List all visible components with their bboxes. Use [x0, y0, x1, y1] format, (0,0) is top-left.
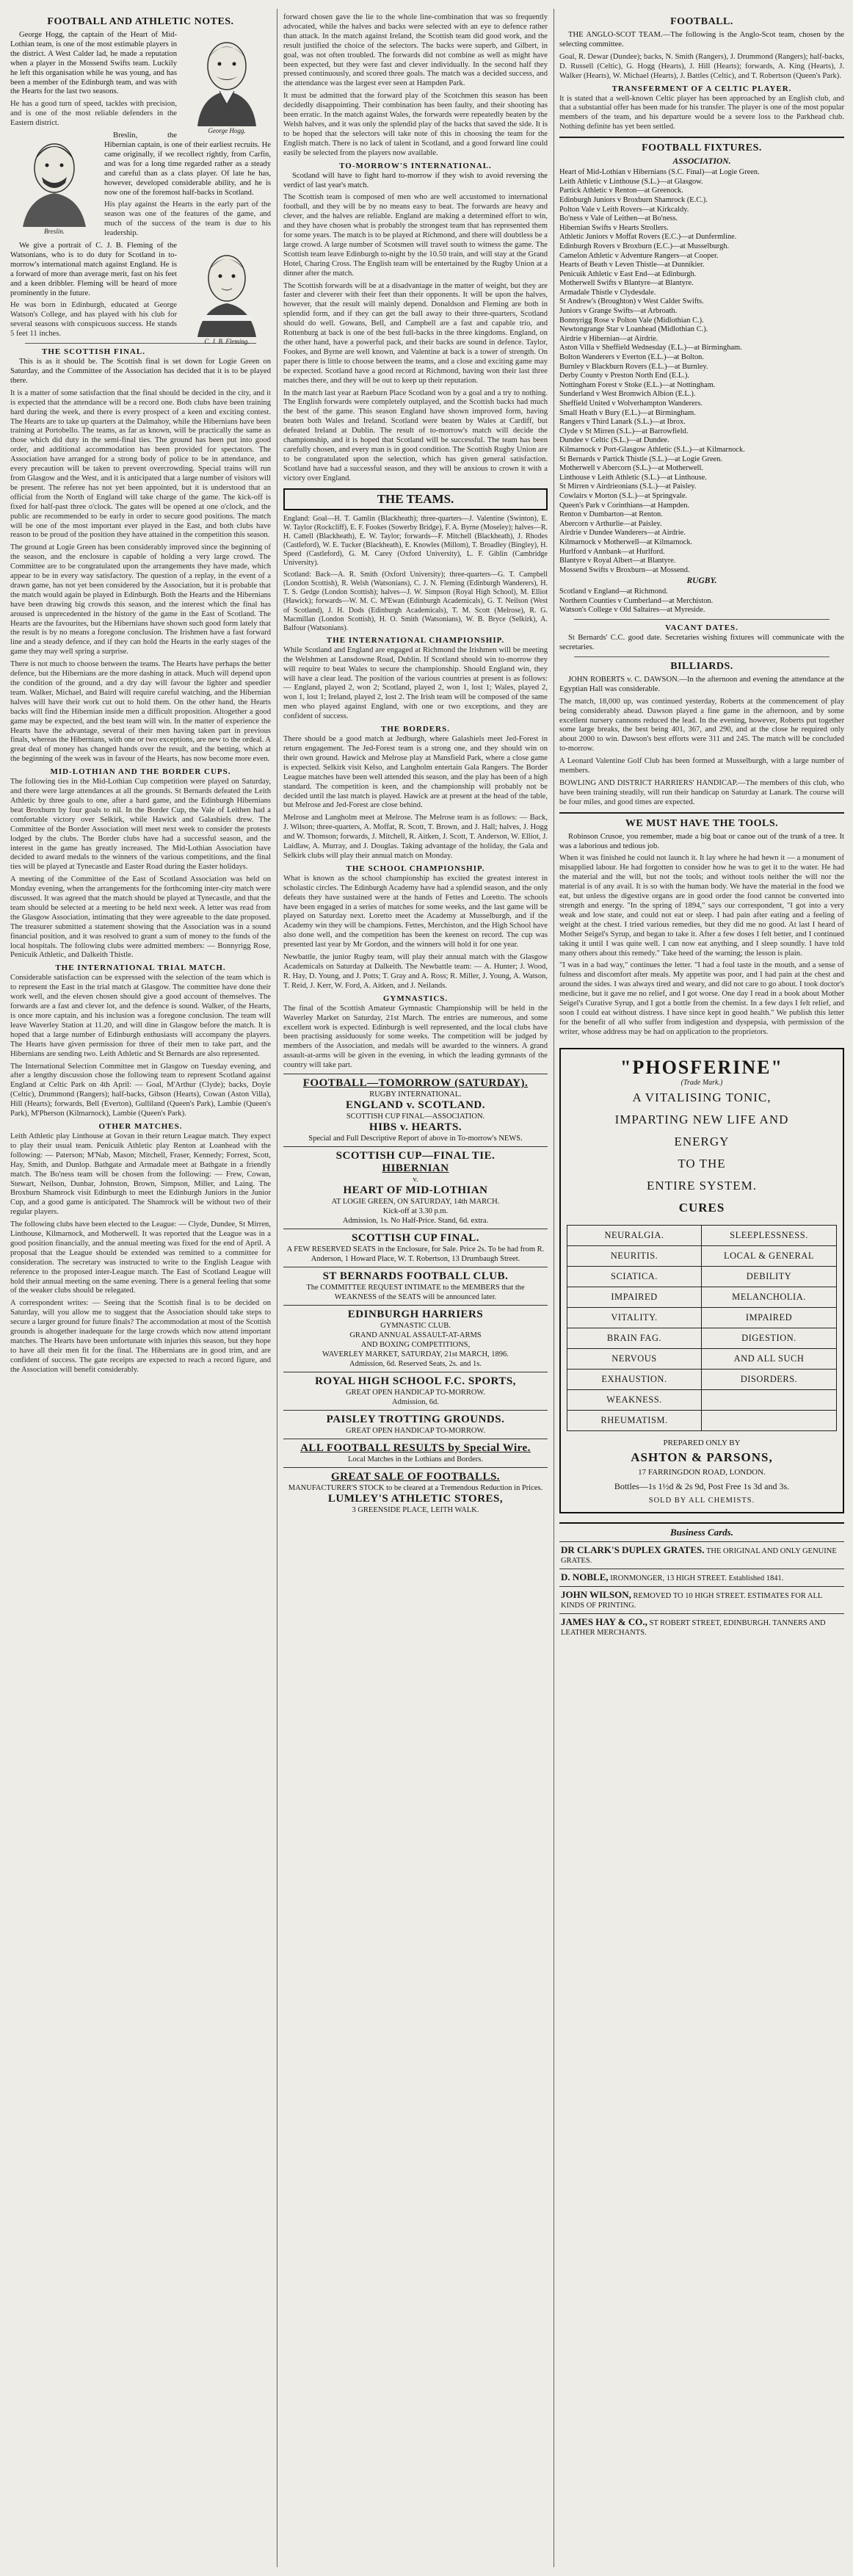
- filler-text: A Leonard Valentine Golf Club has been formed at Musselburgh, with a large number of members.: [559, 757, 844, 775]
- ad-line: GREAT OPEN HANDICAP TO-MORROW.: [346, 1427, 485, 1436]
- ad-line: WAVERLEY MARKET, SATURDAY, 21st MARCH, 1896.: [322, 1350, 509, 1359]
- fixture-item: Sheffield United v Wolverhampton Wanderers.: [559, 399, 703, 408]
- ad-line: 3 GREENSIDE PLACE, LEITH WALK.: [352, 1506, 479, 1515]
- ad-line: AT LOGIE GREEN, ON SATURDAY, 14th MARCH.: [331, 1198, 500, 1206]
- portrait-icon: [14, 131, 95, 227]
- ad-line: GREAT OPEN HANDICAP TO-MORROW.: [346, 1389, 485, 1397]
- filler-text: The International Selection Committee met in Glasgow on Tuesday evening, and after a lengthy discussion chose the following team to represent Scotland against England at Celtic Park on 4th April: — Goal, M'Arthur (Clyde); backs, Doyle (Celtic), Drummond (Rangers); half-backs, Gibson (Hearts), Cowan (Aston Villa), Hill (Hearts); forwards, Bell (Everton), Gulliland (Queen's Park), Lambie (Queen's Park), M'Pherson (Kilmarnock), Lambie (Queen's Park).: [10, 1062, 271, 1118]
- filler-text: It is a matter of some satisfaction that the final should be decided in the city, and it is expected that the attendance will be a record one. Both clubs have been training hard during the week, and there is every prospect of a keen and exciting contest. The Hearts are to take up quarters at the Dalmahoy, while the Hibernians have been training at Portobello. The teams, as far as known, will be practically the same as those which did duty in the semi-final ties. The ground has been put into good order, and additional accommodation has been provided for spectators. The Association have arranged for a strong body of police to be in attendance, and every precaution will be taken to prevent overcrowding. Special trains will run from Glasgow and the West, and it is anticipated that a large number of visitors will be present. The referee has not yet been appointed, but it is understood that an official from the North of England will take charge of the game. The kick-off is fixed for half-past three o'clock. The gates will be opened at one o'clock, and the public are recommended to be early in order to secure good positions. The match will be one of the most important ever played in the East, and both clubs have reason to be proud of the position they have attained in the competition this season.: [10, 388, 271, 540]
- condition-item: SCIATICA.: [567, 1267, 702, 1287]
- fixture-item: Juniors v Grange Swifts—at Arbroath.: [559, 307, 678, 316]
- conditions-grid: [567, 1225, 837, 1431]
- filler-text: The match, 18,000 up, was continued yesterday, Roberts at the commencement of play being considerably ahead. Dawson played a fine game in the afternoon, and by some excellent nursery cannons reduced the lead. In the evening, however, Roberts put together some large breaks, the best being 401, 367, and 290, and at the close he required only about 2000 to win. Dawson's best efforts were 311 and 245. The match will be concluded to-morrow.: [559, 697, 844, 753]
- article-paragraph: THE ANGLO-SCOT TEAM.—The following is the Anglo-Scot team, chosen by the selecting committee.: [559, 31, 844, 48]
- ad-line: Admission, 6d. Reserved Seats, 2s. and 1s.: [349, 1360, 482, 1369]
- ad-cures: CURES: [678, 1200, 725, 1215]
- fixtures-subheading: ASSOCIATION.: [672, 157, 731, 167]
- condition-item: MELANCHOLIA.: [702, 1287, 836, 1308]
- ad-line: Special and Full Descriptive Report of above in To-morrow's NEWS.: [308, 1135, 523, 1143]
- fixture-item: Renton v Dumbarton—at Renton.: [559, 510, 663, 519]
- fixture-item: Queen's Park v Corinthians—at Hampden.: [559, 501, 690, 510]
- fixture-item: Bolton Wanderers v Everton (E.L.)—at Bolton.: [559, 353, 704, 362]
- ad-sold: SOLD BY ALL CHEMISTS.: [648, 1496, 755, 1505]
- fixture-item: Armadale Thistle v Clydesdale.: [559, 288, 656, 297]
- filler-text: When it was finished he could not launch it. It lay where he had hewn it — a monument of misapplied labour. He had forgotten to consider how he was to get it to the water. He had the material and the will, but not the tools; and without tools neither the will nor the material is of any avail. It is so with the human body. We have the material in the food we eat, but unless the digestive organs are in good order the food cannot be converted into strength and energy. "In the spring of 1894," says our correspondent, "I got into a very weak and low state, and could not eat or sleep. I had pain after eating and a feeling of weight at the chest. I tried various remedies, but they did me no good. At last I heard of Mother Seigel's Syrup, and began to take it. After a few doses I felt better, and I continued taking it until I was quite well. I can now eat anything, and I sleep soundly. I have told many others about this remedy." Take heed of the warning; the lesson is plain.: [559, 854, 844, 958]
- ad-line: The COMMITTEE REQUEST INTIMATE to the MEMBERS that the WEAKNESS of the SEATS will be announced later.: [306, 1284, 525, 1302]
- fixture-item: Mossend Swifts v Broxburn—at Mossend.: [559, 565, 690, 574]
- business-text: REMOVED TO 10 HIGH STREET. ESTIMATES FOR ALL KINDS OF PRINTING.: [561, 1591, 822, 1610]
- filler-text: What is known as the school championship has excited the greatest interest in scholastic circles. The Edinburgh Academy have had a splendid season, and the only defeats they have sustained were at the hands of Fettes and Loretto. The schools have been engaged in a series of matches for some weeks, and the last game will be played on Saturday next. Loretto meet the Academy at Musselburgh, and if the Academy win they will be champions. Fettes, Merchiston, and the High School have also done well, and the competition has been the keenest on record. The cup was presented last year by Mr Gordon, and the winners will hold it for one year.: [283, 874, 548, 949]
- filler-text: The Scottish team is composed of men who are well accustomed to international football, and they will be by no means easy to beat. The forwards are heavy and clever, and the halves are reliable. England are making a determined effort to win, and they have chosen what is probably the strongest team that has represented them for some years. The match is to be played at Richmond, and there will doubtless be a large crowd. A large number of Scotsmen will travel south to witness the game. The Scottish team leave Edinburgh to-night by the 10.50 train, and will stay at the Grand Hotel, Charing Cross. The English team will be entertained by the Rugby Union at a dinner after the match.: [283, 193, 548, 278]
- ad-title: EDINBURGH HARRIERS: [347, 1309, 484, 1321]
- business-text: IRONMONGER, 13 HIGH STREET. Established 1841.: [608, 1574, 784, 1582]
- ad-tagline: IMPARTING NEW LIFE AND: [614, 1112, 789, 1126]
- ad-tagline: ENTIRE SYSTEM.: [647, 1178, 757, 1193]
- section-heading: TO-MORROW'S INTERNATIONAL.: [339, 161, 492, 170]
- filler-text: In the match last year at Raeburn Place Scotland won by a goal and a try to nothing. The English forwards were completely outplayed, and the Scottish backs had much the best of the game. This season England have shown improved form, having beaten both Wales and Ireland. Scotland were beaten by Wales at Cardiff, but defeated Ireland at Dublin. The result of to-morrow's match will decide the championship, and it is hoped that Scotland will be successful. The team has been carefully chosen, and every man is in good condition. The Scottish Rugby Union are to be congratulated upon the selection, which has given general satisfaction. Scotland have had a successful season, and they will be anxious to crown it with a victory over England.: [283, 388, 548, 482]
- intro-paragraph: Breslin, the Hibernian captain, is one of their earliest recruits. He came originally, if we recollect rightly, from Carfin, and was for a long time regarded rather as a steady and careful than as a class player. Of late he has, however, developed considerable ability, and he is now one of the foremost half-backs in Scotland.: [104, 131, 271, 197]
- fixture-item: Aston Villa v Sheffield Wednesday (E.L.)—at Birmingham.: [559, 344, 742, 352]
- ad-tagline: TO THE: [678, 1156, 726, 1171]
- ad-scottish-cup: [283, 1229, 548, 1267]
- ad-title: SCOTTISH CUP—FINAL TIE.: [335, 1150, 496, 1162]
- fixture-item: Small Heath v Bury (E.L.)—at Birmingham.: [559, 408, 696, 417]
- filler-text: While Scotland and England are engaged at Richmond the Irishmen will be meeting the Welshmen at Lansdowne Road, Dublin. If Scotland should win to-morrow they will require to beat Wales to secure the championship. Should England win, they will have a clear lead. The position of the various countries at present is as follows: — England, played 2, won 2; Scotland, played 2, won 1, lost 1; Wales, played 2, won 1, lost 1; Ireland, played 2, lost 2. The Irish team will be composed of the same men who played against England, with one or two exceptions, and they are confident of success.: [283, 645, 548, 721]
- ad-title: GREAT SALE OF FOOTBALLS.: [330, 1471, 501, 1483]
- fixture-item: Polton Vale v Leith Rovers—at Kirkcaldy.: [559, 205, 689, 214]
- column-left: [10, 13, 271, 2563]
- fixture-item: Watson's College v Old Saltaires—at Myreside.: [559, 606, 705, 615]
- filler-text: His play against the Hearts in the early part of the season was one of the features of the game, and much of the success of the team is due to his leadership.: [104, 200, 271, 238]
- column-headline: FOOTBALL AND ATHLETIC NOTES.: [47, 16, 234, 27]
- phosferine-advert: [559, 1048, 844, 1513]
- fixture-item: Kilmarnock v Port-Glasgow Athletic (S.L.)—at Kilmarnock.: [559, 445, 745, 454]
- condition-item: EXHAUSTION.: [567, 1370, 702, 1390]
- condition-item: DEBILITY: [702, 1267, 836, 1287]
- article-paragraph: St Bernards' C.C. good date. Secretaries wishing fixtures will communicate with the secretaries.: [559, 634, 844, 651]
- ad-title: SCOTTISH CUP FINAL.: [351, 1232, 480, 1245]
- filler-text: It is stated that a well-known Celtic player has been approached by an English club, and that a substantial offer has been made for his transfer. The player is one of the most popular members of the team, and his departure would be a severe loss to the Parkhead club. Nothing definite has yet been settled.: [559, 94, 844, 131]
- portrait-fleming: [183, 242, 271, 345]
- ad-st-bernards: [283, 1267, 548, 1305]
- business-name: DR CLARK'S DUPLEX GRATES.: [561, 1544, 705, 1555]
- ad-line: GYMNASTIC CLUB.: [380, 1322, 451, 1331]
- ad-line: MANUFACTURER'S STOCK to be cleared at a Tremendous Reduction in Prices.: [288, 1484, 543, 1493]
- ad-harriers: [283, 1305, 548, 1372]
- fixture-item: Leith Athletic v Linthouse (S.L.)—at Glasgow.: [559, 177, 703, 186]
- column-right: [559, 13, 844, 2563]
- fixture-item: Airdrie v Hibernian—at Airdrie.: [559, 334, 658, 343]
- fixture-item: Kilmarnock v Motherwell—at Kilmarnock.: [559, 538, 693, 546]
- filler-text: The final of the Scottish Amateur Gymnastic Championship will be held in the Waverley Market on Saturday, 21st March. The entries are numerous, and some excellent work is expected. Edinburgh is well represented, and the local clubs have been practising assiduously for some weeks. The competition will be judged by members of the Association, and medals will be awarded to the winners. A grand assault-at-arms will be given in the evening, in which the leading gymnasts of the country will take part.: [283, 1004, 548, 1070]
- business-text: ST ROBERT STREET, EDINBURGH. TANNERS AND LEATHER MERCHANTS.: [561, 1618, 826, 1637]
- condition-item: BRAIN FAG.: [567, 1328, 702, 1349]
- condition-item: IMPAIRED: [567, 1287, 702, 1308]
- filler-text: Goal, R. Dewar (Dundee); backs, N. Smith (Rangers), J. Drummond (Rangers); half-backs, D. Russell (Celtic), G. Hogg (Hearts), J. Hill (Hearts); forwards, A. King (Hearts), J. Walker (Hearts), W. Michael (Hearts), J. Battles (Celtic), and T. Robertson (Queen's Park).: [559, 52, 844, 80]
- fixture-item: Cowlairs v Morton (S.L.)—at Springvale.: [559, 491, 688, 500]
- ad-line: RUGBY INTERNATIONAL.: [369, 1090, 462, 1099]
- section-heading: MID-LOTHIAN AND THE BORDER CUPS.: [50, 767, 231, 777]
- ad-title: FOOTBALL—TOMORROW (SATURDAY).: [302, 1077, 529, 1090]
- rugby-fixtures-list: [559, 587, 844, 615]
- fixture-item: Hibernian Swifts v Hearts Strollers.: [559, 223, 669, 232]
- article-paragraph: Scotland will have to fight hard to-morrow if they wish to avoid reversing the verdict of last year's match.: [283, 171, 548, 189]
- divider: [559, 812, 844, 814]
- filler-text: Considerable satisfaction can be expressed with the selection of the team which is to represent the East in the trial match at Glasgow. The committee have done their work well, and the eleven chosen should give a good account of themselves. The forwards are a fast and clever lot, and the defence is sound. Walker, of the Hearts, is once more captain, and his inclusion was a foregone conclusion. The team will leave Waverley Station at 11.20, and will dine in Glasgow before the match. It is hoped that a large number of Edinburgh enthusiasts will accompany the players. The Hearts have given permission for three of their men to take part, and the Hibernians are sending two. Leith Athletic and St Bernards are also represented.: [10, 974, 271, 1058]
- fixture-item: Airdrie v Dundee Wanderers—at Airdrie.: [559, 529, 686, 538]
- ad-tagline: ENERGY: [674, 1134, 730, 1148]
- fixture-item: Northern Counties v Cumberland—at Merchiston.: [559, 596, 714, 605]
- business-name: D. NOBLE,: [561, 1571, 609, 1582]
- filler-text: The following clubs have been elected to the League: — Clyde, Dundee, St Mirren, Linthouse, Kilmarnock, and Motherwell. It was reported that the League was in a good position financially, and the annual meeting was fixed for the end of April. A proposal that the League should be extended was remitted to a committee for consideration. The secretary was instructed to write to the English League with reference to the proposed inter-League match. The East of Scotland League will hold their annual meeting on the same evening. There is a general feeling that some of the weaker clubs should be relegated.: [10, 1220, 271, 1295]
- ad-results: [283, 1439, 548, 1467]
- column-rule: [553, 9, 554, 2567]
- intro-paragraph: We give a portrait of C. J. B. Fleming of the Watsonians, who is to do duty for Scotland in to-morrow's international match against England. He is a forward of more than average merit, fast on his feet and a keen dribbler. Fleming will be heard of more prominently in the future.: [10, 242, 177, 297]
- fixture-item: Newtongrange Star v Loanhead (Midlothian C.).: [559, 325, 708, 334]
- ad-paisley: [283, 1410, 548, 1439]
- section-heading: WE MUST HAVE THE TOOLS.: [625, 817, 779, 829]
- business-card: [559, 1569, 844, 1586]
- condition-item: NERVOUS: [567, 1349, 702, 1370]
- ad-line: GRAND ANNUAL ASSAULT-AT-ARMS: [349, 1331, 482, 1340]
- fixture-item: Bo'ness v Vale of Leithen—at Bo'ness.: [559, 214, 678, 223]
- fixture-item: Derby County v Preston North End (E.L.).: [559, 372, 689, 380]
- ad-title: PAISLEY TROTTING GROUNDS.: [326, 1414, 505, 1426]
- team-list-heading: THE TEAMS.: [283, 488, 548, 510]
- business-name: JOHN WILSON,: [561, 1588, 631, 1600]
- fixture-item: Rangers v Third Lanark (S.L.)—at Ibrox.: [559, 418, 686, 427]
- ad-line: AND BOXING COMPETITIONS,: [360, 1341, 471, 1350]
- ad-high-school: [283, 1372, 548, 1410]
- business-cards: [559, 1522, 844, 1640]
- ad-sale: [283, 1467, 548, 1518]
- ad-price: Bottles—1s 1½d & 2s 9d, Post Free 1s 3d and 3s.: [614, 1480, 790, 1491]
- fixture-item: St Andrew's (Broughton) v West Calder Swifts.: [559, 297, 704, 306]
- business-card: [559, 1613, 844, 1640]
- ad-cup-final: [283, 1146, 548, 1229]
- ad-line: HIBERNIAN: [382, 1162, 449, 1175]
- filler-text: He was born in Edinburgh, educated at George Watson's College, and has played with his club for several seasons with conspicuous success. He stands 5 feet 11 inches.: [10, 301, 177, 339]
- fixture-item: Hurlford v Annbank—at Hurlford.: [559, 547, 665, 556]
- filler-text: Scotland: Back—A. R. Smith (Oxford University); three-quarters—G. T. Campbell (London Scottish), R. Welsh (Watsonians), C. J. N. Fleming (Edinburgh Wanderers), H. T. S. Gedge (London Scottish); halves—J. W. Simpson (Royal High School), M. Elliot (Hawick); forwards—W. M. C. M'Ewan (Edinburgh Academicals), G. T. Neilson (West of Scotland), J. H. Dods (Edinburgh Academicals), T. M. Scott (Melrose), R. G. Macmillan (London Scottish), H. O. Smith (Watsonians), W. B. Bryce (Selkirk), A. Balfour (Watsonians).: [283, 571, 548, 632]
- fixture-item: St Mirren v Airdrieonians (S.L.)—at Paisley.: [559, 482, 697, 491]
- ad-address: 17 FARRINGDON ROAD, LONDON.: [638, 1467, 766, 1477]
- business-card: [559, 1541, 844, 1569]
- condition-item: VITALITY.: [567, 1308, 702, 1328]
- condition-item: WEAKNESS.: [567, 1390, 702, 1411]
- ad-tagline: A VITALISING TONIC,: [632, 1090, 772, 1104]
- filler-text: The ground at Logie Green has been considerably improved since the beginning of the season, and the enclosure is capable of holding a very large crowd. The Committee are to be congratulated upon the arrangements they have made, which appear to be in every way satisfactory. The question of a replay, in the event of a drawn game, has not yet been considered by the Association, but it is probable that the match would again be played in Edinburgh. Both the Hearts and the Hibernians have been drawing big crowds this season, and the interest which the final has aroused is unprecedented in the history of the game in the East of Scotland. The Hearts are the favourites, but the Hibernians have shown such good form lately that the result is by no means a foregone conclusion. The Irishmen have a fast forward line and a steady defence, and if they can hold the Hearts in the early stages of the game they may well spring a surprise.: [10, 543, 271, 656]
- fixture-item: Hearts of Beath v Leven Thistle—at Dunnikier.: [559, 261, 705, 269]
- portrait-hogg: [183, 31, 271, 134]
- condition-item: [702, 1390, 836, 1411]
- fixture-item: Bonnyrigg Rose v Polton Vale (Midlothian C.).: [559, 316, 704, 325]
- condition-item: [702, 1411, 836, 1430]
- ad-title: ST BERNARDS FOOTBALL CLUB.: [322, 1270, 509, 1283]
- ad-line: ENGLAND v. SCOTLAND.: [345, 1099, 486, 1112]
- fixture-item: Edinburgh Rovers v Broxburn (E.C.)—at Musselburgh.: [559, 242, 730, 250]
- filler-text: Leith Athletic play Linthouse at Govan in their return League match. They expect to play their usual team. Penicuik Athletic play Renton at Loanhead with the following: — Paterson; M'Nab, Mason; Mitchell, Fraser, Kennedy; Forrest, Scott, Hay, Smith, and Dunlop. Bathgate and Armadale meet at Bathgate in a friendly match. The Bo'ness team will be chosen from the following: — Frew, Cowan, Stewart, Neilson, Dunbar, Johnston, Brown, Simpson, Miller, and Laing. The Broxburn Shamrock visit Edinburgh to meet the Edinburgh Juniors in the Junior Cup, and a good game is anticipated. The Shamrock will be without two of their regular players.: [10, 1132, 271, 1217]
- filler-text: forward chosen gave the lie to the whole line-combination that was so frequently advocated, while the halves and backs were selected with an eye to defence rather than attack. In the match against Ireland, the Scottish team did good work, and the result justified the choice of the selectors. The backs were superb, and Gilbert, in goal, was not often troubled. The forwards did not combine as well as might have been expected, but they were fast and clever individually. In the second half they pressed continuously, and scored three goals. The match was a decided success, and the attendance was the largest ever seen at Hampden Park.: [283, 13, 548, 88]
- fixture-item: St Bernards v Partick Thistle (S.L.)—at Logie Green.: [559, 455, 723, 463]
- fixture-item: Blantyre v Royal Albert—at Blantyre.: [559, 557, 676, 565]
- fixture-item: Clyde v St Mirren (S.L.)—at Barrowfield.: [559, 427, 689, 435]
- business-cards-heading: Business Cards.: [670, 1526, 733, 1538]
- section-heading: BILLIARDS.: [670, 660, 733, 672]
- filler-text: England: Goal—H. T. Gamlin (Blackheath); three-quarters—J. Valentine (Swinton), E. W. Taylor (Rockcliff), E. F. Fookes (Sowerby Bridge), F. A. Byrne (Moseley); halves—R. H. Cattell (Blackheath), E. W. Taylor; forwards—F. Mitchell (Blackheath), J. Rhodes (Castleford), W. E. Tucker (Blackheath), E. Knowles (Millom), T. Broadley (Bingley), H. Speed (Castleford), G. M. Carey (Oxford University), L. F. Giblin (Cambridge University).: [283, 514, 548, 568]
- portrait-caption: C. J. B. Fleming.: [204, 338, 250, 346]
- section-heading: TRANSFERMENT OF A CELTIC PLAYER.: [611, 84, 792, 93]
- fixture-item: Camelon Athletic v Adventure Rangers—at Cooper.: [559, 251, 719, 260]
- fixture-item: Motherwell Swifts v Blantyre—at Blantyre.: [559, 279, 694, 288]
- condition-item: NEURITIS.: [567, 1246, 702, 1267]
- fixture-item: Abercorn v Arthurlie—at Paisley.: [559, 519, 662, 528]
- condition-item: IMPAIRED: [702, 1308, 836, 1328]
- ad-line: Admission, 1s. No Half-Price. Stand, 6d. extra.: [342, 1217, 489, 1226]
- fixtures-heading: FOOTBALL FIXTURES.: [642, 142, 762, 154]
- condition-item: AND ALL SUCH: [702, 1349, 836, 1370]
- filler-text: Melrose and Langholm meet at Melrose. The Melrose team is as follows: — Back, J. Wilson; three-quarters, A. Moffat, R. Scott, T. Brown, and J. Hall; halves, J. Hogg and W. Thomson; forwards, J. Mitchell, R. Aitken, J. Scott, T. Anderson, W. Elliot, J. Laidlaw, A. Murray, and J. Douglas. Taking advantage of the holiday, the Gala and Selkirk clubs will play their annual match on Monday.: [283, 814, 548, 860]
- filler-text: A meeting of the Committee of the East of Scotland Association was held on Monday evening, when the arrangements for the forthcoming inter-city match were discussed. It was agreed that the match should be played at Tynecastle, and that the team should be selected at a meeting to be held next week. A letter was read from the Glasgow Association, intimating that they were agreeable to the date proposed. The treasurer submitted a statement showing that the Association was in a sound financial position, and it was resolved to grant a sum of money to the funds of the local hospitals. The following clubs were admitted members: — Bonnyrigg Rose, Penicuik Athletic, and Dalkeith Thistle.: [10, 875, 271, 960]
- portrait-breslin: [10, 131, 98, 235]
- ad-title: ROYAL HIGH SCHOOL F.C. SPORTS,: [315, 1375, 516, 1388]
- portrait-icon: [186, 242, 267, 337]
- fixture-item: Linthouse v Leith Athletic (S.L.)—at Linthouse.: [559, 473, 707, 482]
- article-paragraph: JOHN ROBERTS v. C. DAWSON.—In the afternoon and evening the attendance at the Egyptian Hall was considerable.: [559, 675, 844, 693]
- section-heading: GYMNASTICS.: [382, 994, 449, 1003]
- business-text: THE ORIGINAL AND ONLY GENUINE GRATES.: [561, 1546, 837, 1565]
- filler-text: There is not much to choose between the teams. The Hearts have perhaps the better defence, but the Hibernians are the more dashing in attack. Much will depend upon the condition of the ground, and a dry day will favour the lighter and speedier team. Walker, Michael, and Baird will require careful watching, and the Hibernian halves will have their work cut out to hold them. On the other hand, the Hearts backs will find the Hibernian inside men a difficult proposition. Altogether a good game may be expected, and the best team will win. In the matter of experience the Hearts have the advantage, several of their men having taken part in previous finals, whereas the Hibernians, with one or two exceptions, are new to the ordeal. A great deal of money has changed hands over the result, and the betting, which at the beginning of the week was in favour of the Hearts, has now become more even.: [10, 660, 271, 764]
- section-heading: THE SCOTTISH FINAL.: [42, 347, 145, 357]
- fixture-item: Burnley v Blackburn Rovers (E.L.)—at Burnley.: [559, 362, 708, 371]
- ad-line: Admission, 6d.: [392, 1398, 439, 1407]
- fixture-item: Penicuik Athletic v East End—at Edinburgh.: [559, 269, 697, 278]
- ad-trademark: (Trade Mark.): [680, 1078, 723, 1087]
- section-heading: THE INTERNATIONAL CHAMPIONSHIP.: [326, 635, 505, 645]
- ad-line: HEART OF MID-LOTHIAN: [343, 1184, 488, 1197]
- condition-item: DIGESTION.: [702, 1328, 836, 1349]
- section-heading: THE INTERNATIONAL TRIAL MATCH.: [55, 963, 226, 973]
- fixture-item: Edinburgh Juniors v Broxburn Shamrock (E.C.).: [559, 195, 708, 204]
- fixtures-subheading: RUGBY.: [686, 576, 717, 586]
- section-heading: VACANT DATES.: [665, 623, 738, 633]
- ad-line: Local Matches in the Lothians and Borders.: [348, 1455, 483, 1464]
- section-heading: THE BORDERS.: [381, 725, 450, 734]
- fixture-item: Heart of Mid-Lothian v Hibernians (S.C. Final)—at Logie Green.: [559, 168, 760, 177]
- filler-text: He has a good turn of speed, tackles with precision, and is one of the most reliable defenders in the Eastern district.: [10, 100, 177, 128]
- business-card: [559, 1586, 844, 1613]
- section-heading: OTHER MATCHES.: [98, 1121, 183, 1131]
- ad-title: "PHOSFERINE": [620, 1056, 783, 1078]
- section-heading: THE SCHOOL CHAMPIONSHIP.: [346, 864, 485, 873]
- cards-list: [559, 1541, 844, 1640]
- portrait-caption: George Hogg.: [208, 127, 246, 134]
- filler-text: Newbattle, the junior Rugby team, will play their annual match with the Glasgow Academicals on Saturday at Dalkeith. The Newbattle team: — A. Hunter; J. Wood, R. Hay, D. Young, and J. Potts; T. Gray and A. Ross; R. Miller, J. Young, A. Watson, T. Reid, J. Kerr, W. Ford, A. Aitken, and J. Neilands.: [283, 953, 548, 990]
- business-name: JAMES HAY & CO.,: [561, 1616, 647, 1627]
- ad-title: ALL FOOTBALL RESULTS by Special Wire.: [300, 1442, 531, 1455]
- ad-prepared-by: PREPARED ONLY BY: [663, 1438, 741, 1447]
- fixture-item: Motherwell v Abercorn (S.L.)—at Motherwell.: [559, 464, 703, 473]
- filler-text: There should be a good match at Jedburgh, where Galashiels meet Jed-Forest in return engagement. The Jed-Forest team is a strong one, and they should win on their own ground. Hawick and Melrose play at Mansfield Park, where a close game is expected. Selkirk visit Kelso, and Langholm entertain Gala Rangers. The Border League matches have been well attended this season, and the play has been of a high standard. The competition is keen, and the championship will probably not be decided until the last match is played. Hawick are at present at the head of the table, but Melrose and Jed-Forest are close behind.: [283, 735, 548, 810]
- ad-line: v.: [413, 1176, 418, 1184]
- condition-item: DISORDERS.: [702, 1370, 836, 1390]
- ad-line: Kick-off at 3.30 p.m.: [382, 1207, 449, 1216]
- fixture-item: Nottingham Forest v Stoke (E.L.)—at Nottingham.: [559, 380, 716, 389]
- article-paragraph: Robinson Crusoe, you remember, made a big boat or canoe out of the trunk of a tree. It was a laborious and tedious job.: [559, 832, 844, 850]
- article-paragraph: This is as it should be. The Scottish final is set down for Logie Green on Saturday, and the Committee of the Association has decided that it is to be played there.: [10, 358, 271, 385]
- ad-line: A FEW RESERVED SEATS in the Enclosure, for Sale. Price 2s. To be had from R. Anderson, 1 Howard Place, W. T. Robertson, 13 Drumbaugh Street.: [286, 1245, 545, 1264]
- filler-text: It must be admitted that the forward play of the Scotchmen this season has been decidedly disappointing. Their combination has been faulty, and their shooting has been erratic. In the match against Wales, the forwards were repeatedly beaten by the Welsh halves, and it was only the splendid play of the backs that saved the side. It is to be hoped that the selectors will take note of this in choosing the team for the English match. There is no lack of talent in Scotland, and a good forward line could easily be selected from the players now available.: [283, 92, 548, 157]
- section-heading: FOOTBALL.: [670, 16, 733, 27]
- portrait-caption: Breslin.: [44, 228, 65, 236]
- fixture-item: Scotland v England—at Richmond.: [559, 587, 668, 596]
- filler-text: A correspondent writes: — Seeing that the Scottish final is to be decided on Saturday, will you allow me to suggest that the Association should take steps to secure a larger ground for future finals? The accommodation at most of the Scottish grounds is altogether inadequate for the large crowds which now attend important matches. The Hearts have been unfortunate with injuries this season, but they hope to have all their men fit for the final. The Hibernians are in good trim, and are confident of success. The gate receipts are expected to reach a record figure, and the Association will benefit considerably.: [10, 1299, 271, 1374]
- fixture-item: Athletic Juniors v Moffat Rovers (E.C.)—at Dunfermline.: [559, 233, 737, 242]
- column-middle: [283, 13, 548, 2563]
- condition-item: NEURALGIA.: [567, 1226, 702, 1246]
- condition-item: RHEUMATISM.: [567, 1411, 702, 1430]
- intro-paragraph: George Hogg, the captain of the Heart of Mid-Lothian team, is one of the most estimable players in the district. A West Calder lad, he made a reputation when a player in the Mossend Swifts team. Luckily he left this organisation while he was young, and has been a member of the Edinburgh team, and was with the Hearts for the last two seasons.: [10, 31, 177, 96]
- ad-line: LUMLEY'S ATHLETIC STORES,: [327, 1493, 504, 1505]
- filler-text: BOWLING AND DISTRICT HARRIERS' HANDICAP.—The members of this club, who have been training steadily, will run their handicap on Saturday at Lanark. The course will be four miles, and good times are expected.: [559, 778, 844, 806]
- condition-item: LOCAL & GENERAL: [702, 1246, 836, 1267]
- ad-line: SCOTTISH CUP FINAL—ASSOCIATION.: [346, 1112, 485, 1121]
- fixtures-list: [559, 168, 844, 575]
- filler-text: "I was in a bad way," continues the letter. "I had a foul taste in the mouth, and a sense of fulness and discomfort after meals. My appetite was poor, and I had pain at the chest and around the sides. I was always tired and weary, and did not care to go about. I took doctor's medicine, but it gave me no relief, and I got worse. One day I read in a book about Mother Seigel's Curative Syrup, and I got a bottle from the chemist. In a few days I felt relief, and soon I could eat without distress. I have since kept in good health." We publish this letter for the benefit of all who suffer from indigestion and dyspepsia, with permission of the writer, whose address may be had on application to the proprietors.: [559, 961, 844, 1036]
- filler-text: The following ties in the Mid-Lothian Cup competition were played on Saturday, and there were large attendances at all the grounds. St Bernards defeated the Leith Athletic by three goals to one, after a hard game, and the Edinburgh Hibernians beat Broxburn by four goals to nil. In the Border Cup, the Vale of Leithen had a comfortable victory over Selkirk, while Hawick and Galashiels drew. The Committee of the Border Association will meet next week to consider the protests lodged by the clubs. The Border clubs have had a successful season, and the interest in the game has greatly increased. The Mid-Lothian Association have decided to award medals to the winners of the various competitions, and the final ties will be played at Tynecastle and Easter Road during the Easter holidays.: [10, 778, 271, 872]
- portrait-icon: [186, 31, 267, 126]
- fixture-item: Sunderland v West Bromwich Albion (E.L.).: [559, 390, 696, 399]
- ad-line: HIBS v. HEARTS.: [369, 1121, 462, 1134]
- condition-item: SLEEPLESSNESS.: [702, 1226, 836, 1246]
- filler-text: The Scottish forwards will be at a disadvantage in the matter of weight, but they are faster and cleverer with their feet than their opponents. It will be upon the halves, however, that the result will mainly depend. Donaldson and Fleming are both in splendid form, and if they can get the ball away to their three-quarters, Scotland should do well. Gowans, Bell, and Campbell are a fast and capable trio, and Rottenburg at back is one of the best full-backs in the three kingdoms. England, on the other hand, have a powerful pack, and their backs are sound in defence. Taylor, Fookes, and Byrne are well known, and Valentine at back is a tower of strength. On paper there is little to choose between the teams, and a close and exciting game may be expected. Scotland have a good record at Richmond, having won their last three matches there, and they will be out to keep up their reputation.: [283, 281, 548, 385]
- divider: [559, 137, 844, 138]
- divider: [574, 656, 830, 657]
- ad-maker: ASHTON & PARSONS,: [631, 1450, 773, 1464]
- fixture-item: Dundee v Celtic (S.L.)—at Dundee.: [559, 436, 669, 445]
- divider: [574, 619, 830, 620]
- fixture-item: Partick Athletic v Renton—at Greenock.: [559, 187, 683, 195]
- ad-football-tomorrow: [283, 1074, 548, 1146]
